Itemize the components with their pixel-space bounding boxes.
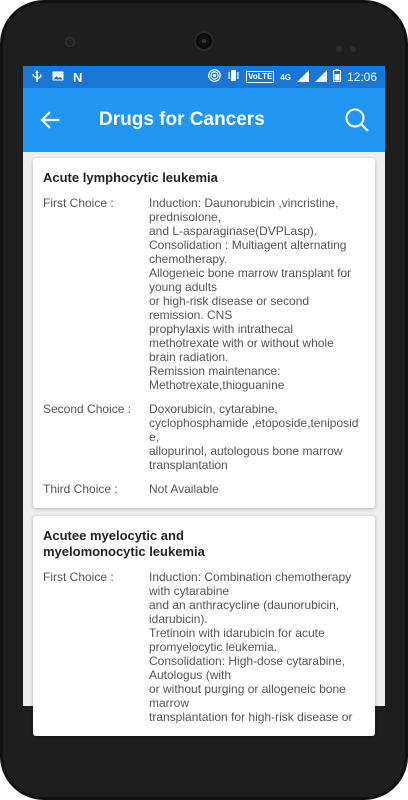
app-bar (23, 88, 385, 152)
choice-value: Induction: Combination chemotherapy with cytarabine and an anthracycline (daunorubicin, idarubicin). Tretinoin with idarubicin for acute promyelocytic leukemia. Consolidation: High-dose cytarabine, Autologus (with or without purging or allogeneic bone marrow transplantation for high-risk disease or (149, 570, 353, 724)
clock: 12:06 (346, 70, 377, 84)
volte-badge: VoLTE (248, 72, 273, 81)
choice-value: Not Available (149, 482, 219, 496)
app-n-icon: N (73, 69, 83, 85)
network-type: 4G (280, 72, 291, 82)
usb-icon (31, 70, 43, 85)
first-choice-row (43, 570, 365, 724)
earpiece-speaker (194, 31, 214, 51)
choice-label: Third Choice : (43, 482, 118, 496)
choice-label: First Choice : (43, 570, 114, 584)
signal-icon (297, 70, 309, 85)
choice-value: Doxorubicin, cytarabine, cyclophosphamide ,etoposide,teniposid e, allopurinol, autologous bone marrow transplantation (149, 402, 359, 472)
second-choice-row (43, 402, 365, 472)
third-choice-row (43, 482, 365, 496)
sensor-dots (336, 39, 364, 57)
choice-value: Induction: Daunorubicin ,vincristine, prednisolone, and L-asparaginase(DVPLasp). Consolidation : Multiagent alternating chemotherapy. Allogeneic bone marrow transplant for young adults or high-risk disease or second remission. CNS prophylaxis with intrathecal methotrexate with or without whole brain radiation. Remission maintenance: Methotrexate,thioguanine (149, 196, 352, 392)
back-button[interactable] (27, 97, 73, 143)
choice-label: Second Choice : (43, 402, 132, 416)
disease-title: Acutee myelocytic and myelomonocytic leukemia (43, 528, 205, 559)
drug-card[interactable] (33, 158, 375, 508)
battery-icon (333, 69, 341, 85)
hotspot-icon (208, 69, 221, 85)
screen (23, 66, 385, 724)
drug-card[interactable] (33, 516, 375, 736)
disease-title: Acute lymphocytic leukemia (43, 170, 218, 185)
search-button[interactable] (339, 102, 375, 138)
gallery-icon (52, 70, 64, 85)
vibrate-icon (227, 69, 240, 85)
first-choice-row (43, 196, 365, 392)
status-bar (23, 66, 385, 88)
back-arrow-icon (40, 110, 60, 130)
front-camera (66, 38, 74, 46)
choice-label: First Choice : (43, 196, 114, 210)
page-title: Drugs for Cancers (99, 109, 265, 130)
search-icon (344, 107, 370, 133)
drug-list[interactable] (23, 152, 385, 724)
signal-icon-2 (315, 70, 327, 85)
